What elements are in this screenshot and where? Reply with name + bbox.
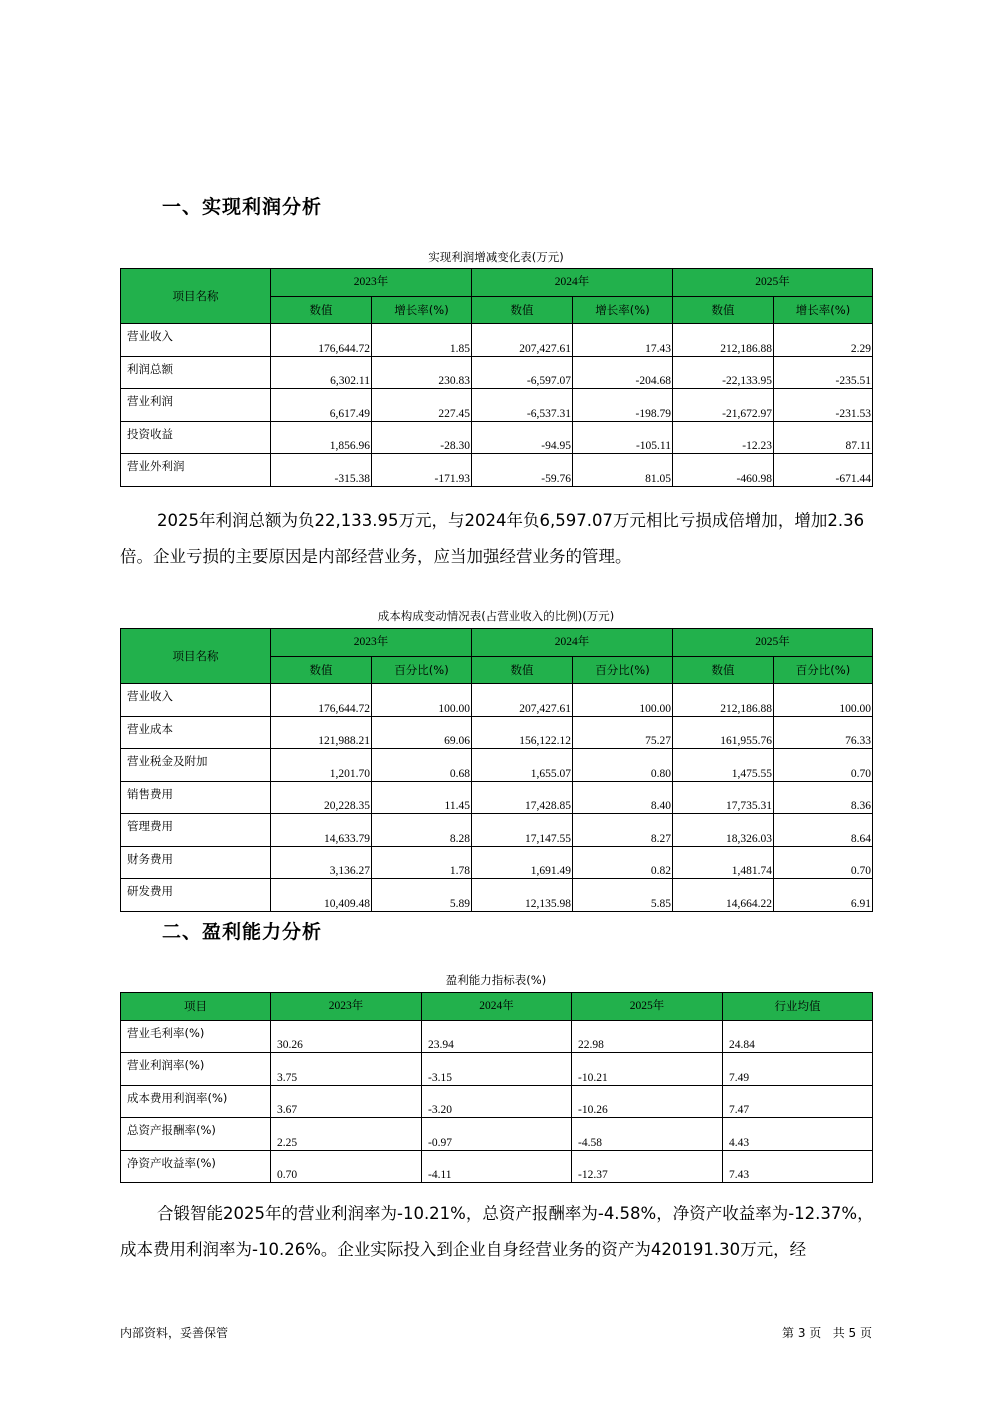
cell: 8.36: [774, 781, 873, 814]
cell: 1,481.74: [673, 846, 774, 879]
cell: -10.26: [572, 1085, 723, 1118]
table-row: [121, 389, 873, 422]
cell: -0.97: [422, 1118, 572, 1151]
row-name: 净资产收益率(%): [121, 1150, 271, 1183]
table-2-caption: 成本构成变动情况表(占营业收入的比例)(万元): [377, 609, 615, 623]
cell: -235.51: [774, 356, 873, 389]
row-name: 营业毛利率(%): [121, 1020, 271, 1053]
header-item: 项目: [121, 993, 271, 1021]
cell: 69.06: [372, 716, 472, 749]
header-year-2023: 2023年: [271, 269, 472, 297]
cell: -6,537.31: [472, 389, 573, 422]
table-row: [121, 454, 873, 487]
profit-change-table: [120, 268, 873, 487]
cell: 22.98: [572, 1020, 723, 1053]
table-row: [121, 879, 873, 912]
subheader-percent: 百分比(%): [774, 656, 873, 684]
cell: 5.89: [372, 879, 472, 912]
cell: -28.30: [372, 421, 472, 454]
row-name: 总资产报酬率(%): [121, 1118, 271, 1151]
cell: 1,475.55: [673, 749, 774, 782]
table-row: [121, 684, 873, 717]
cell: 1.85: [372, 324, 472, 357]
header-year-2025: 2025年: [673, 629, 873, 657]
cell: 1,201.70: [271, 749, 372, 782]
cell: 1,655.07: [472, 749, 573, 782]
cell: 2.29: [774, 324, 873, 357]
cell: 1,691.49: [472, 846, 573, 879]
table-row: [121, 356, 873, 389]
cell: -4.58: [572, 1118, 723, 1151]
cell: 3.75: [271, 1053, 422, 1086]
table-row: [121, 1085, 873, 1118]
profitability-table: [120, 992, 873, 1183]
cell: 17.43: [573, 324, 673, 357]
subheader-value: 数值: [472, 656, 573, 684]
cell: 0.70: [774, 846, 873, 879]
paragraph-profitability-summary: 合锻智能2025年的营业利润率为-10.21%，总资产报酬率为-4.58%，净资产收益率为-12.37%，成本费用利润率为-10.26%。企业实际投入到企业自身经营业务的资产为420191.30万元，经: [120, 1204, 874, 1259]
subheader-value: 数值: [472, 296, 573, 324]
cell: -3.15: [422, 1053, 572, 1086]
table-row: [121, 1118, 873, 1151]
table-row: [121, 1020, 873, 1053]
section-2-title: 二、盈利能力分析: [162, 921, 323, 943]
cell: 8.40: [573, 781, 673, 814]
cell: 1,856.96: [271, 421, 372, 454]
paragraph-profit-summary: 2025年利润总额为负22,133.95万元，与2024年负6,597.07万元相比亏损成倍增加，增加2.36倍。企业亏损的主要原因是内部经营业务，应当加强经营业务的管理。: [120, 511, 865, 566]
cell: -198.79: [573, 389, 673, 422]
table-row: [121, 814, 873, 847]
cell: -171.93: [372, 454, 472, 487]
subheader-value: 数值: [673, 656, 774, 684]
table-row: [121, 781, 873, 814]
cell: -105.11: [573, 421, 673, 454]
row-name: 营业收入: [121, 684, 271, 717]
cell: -10.21: [572, 1053, 723, 1086]
cell: 17,735.31: [673, 781, 774, 814]
table-row: [121, 846, 873, 879]
cell: 17,428.85: [472, 781, 573, 814]
cell: 207,427.61: [472, 684, 573, 717]
subheader-percent: 百分比(%): [573, 656, 673, 684]
table-row: [121, 1053, 873, 1086]
cell: 0.82: [573, 846, 673, 879]
cell: 18,326.03: [673, 814, 774, 847]
header-year-2025: 2025年: [673, 269, 873, 297]
cost-structure-table: [120, 628, 873, 912]
cell: 23.94: [422, 1020, 572, 1053]
header-year-2024: 2024年: [472, 629, 673, 657]
row-name: 营业利润: [121, 389, 271, 422]
header-industry-average: 行业均值: [723, 993, 873, 1021]
cell: 4.43: [723, 1118, 873, 1151]
cell: 176,644.72: [271, 324, 372, 357]
table-row: [121, 324, 873, 357]
subheader-growth: 增长率(%): [774, 296, 873, 324]
cell: -460.98: [673, 454, 774, 487]
cell: 14,664.22: [673, 879, 774, 912]
cell: 100.00: [372, 684, 472, 717]
header-year-2023: 2023年: [271, 629, 472, 657]
subheader-growth: 增长率(%): [573, 296, 673, 324]
subheader-value: 数值: [271, 656, 372, 684]
cell: -3.20: [422, 1085, 572, 1118]
table-row: [121, 749, 873, 782]
cell: 3.67: [271, 1085, 422, 1118]
cell: 7.43: [723, 1150, 873, 1183]
cell: 100.00: [774, 684, 873, 717]
cell: -4.11: [422, 1150, 572, 1183]
cell: 76.33: [774, 716, 873, 749]
cell: 227.45: [372, 389, 472, 422]
cell: 212,186.88: [673, 324, 774, 357]
header-year-2025: 2025年: [572, 993, 723, 1021]
cell: 0.70: [271, 1150, 422, 1183]
cell: 75.27: [573, 716, 673, 749]
cell: 7.47: [723, 1085, 873, 1118]
table-row: [121, 421, 873, 454]
cell: 10,409.48: [271, 879, 372, 912]
cell: 20,228.35: [271, 781, 372, 814]
cell: 11.45: [372, 781, 472, 814]
cell: 3,136.27: [271, 846, 372, 879]
cell: 5.85: [573, 879, 673, 912]
row-name: 管理费用: [121, 814, 271, 847]
header-year-2024: 2024年: [422, 993, 572, 1021]
header-year-2024: 2024年: [472, 269, 673, 297]
header-year-2023: 2023年: [271, 993, 422, 1021]
cell: 161,955.76: [673, 716, 774, 749]
header-item-name: 项目名称: [121, 629, 271, 684]
footer-confidential-note: 内部资料，妥善保管: [120, 1326, 229, 1340]
cell: 14,633.79: [271, 814, 372, 847]
cell: -94.95: [472, 421, 573, 454]
cell: 0.70: [774, 749, 873, 782]
table-row: [121, 716, 873, 749]
cell: -22,133.95: [673, 356, 774, 389]
cell: -12.37: [572, 1150, 723, 1183]
cell: 0.80: [573, 749, 673, 782]
table-1-caption: 实现利润增减变化表(万元): [428, 250, 564, 264]
cell: 100.00: [573, 684, 673, 717]
subheader-growth: 增长率(%): [372, 296, 472, 324]
cell: 1.78: [372, 846, 472, 879]
cell: 121,988.21: [271, 716, 372, 749]
row-name: 营业成本: [121, 716, 271, 749]
cell: 0.68: [372, 749, 472, 782]
cell: 8.64: [774, 814, 873, 847]
header-item-name: 项目名称: [121, 269, 271, 324]
cell: 207,427.61: [472, 324, 573, 357]
cell: 212,186.88: [673, 684, 774, 717]
cell: 2.25: [271, 1118, 422, 1151]
section-1-title: 一、实现利润分析: [162, 196, 323, 218]
cell: -315.38: [271, 454, 372, 487]
subheader-percent: 百分比(%): [372, 656, 472, 684]
cell: -231.53: [774, 389, 873, 422]
cell: -204.68: [573, 356, 673, 389]
cell: -59.76: [472, 454, 573, 487]
cell: -12.23: [673, 421, 774, 454]
cell: -21,672.97: [673, 389, 774, 422]
cell: 81.05: [573, 454, 673, 487]
cell: 6.91: [774, 879, 873, 912]
cell: -671.44: [774, 454, 873, 487]
row-name: 研发费用: [121, 879, 271, 912]
cell: 6,302.11: [271, 356, 372, 389]
cell: 6,617.49: [271, 389, 372, 422]
row-name: 成本费用利润率(%): [121, 1085, 271, 1118]
cell: 176,644.72: [271, 684, 372, 717]
cell: 7.49: [723, 1053, 873, 1086]
cell: 30.26: [271, 1020, 422, 1053]
row-name: 利润总额: [121, 356, 271, 389]
row-name: 营业外利润: [121, 454, 271, 487]
cell: -6,597.07: [472, 356, 573, 389]
subheader-value: 数值: [673, 296, 774, 324]
table-row: [121, 1150, 873, 1183]
cell: 12,135.98: [472, 879, 573, 912]
row-name: 营业税金及附加: [121, 749, 271, 782]
cell: 8.28: [372, 814, 472, 847]
row-name: 销售费用: [121, 781, 271, 814]
cell: 17,147.55: [472, 814, 573, 847]
subheader-value: 数值: [271, 296, 372, 324]
cell: 8.27: [573, 814, 673, 847]
table-3-caption: 盈利能力指标表(%): [445, 973, 547, 987]
cell: 156,122.12: [472, 716, 573, 749]
row-name: 财务费用: [121, 846, 271, 879]
row-name: 营业收入: [121, 324, 271, 357]
cell: 24.84: [723, 1020, 873, 1053]
row-name: 投资收益: [121, 421, 271, 454]
row-name: 营业利润率(%): [121, 1053, 271, 1086]
footer-page-number: 第 3 页 共 5 页: [782, 1326, 872, 1340]
cell: 87.11: [774, 421, 873, 454]
cell: 230.83: [372, 356, 472, 389]
